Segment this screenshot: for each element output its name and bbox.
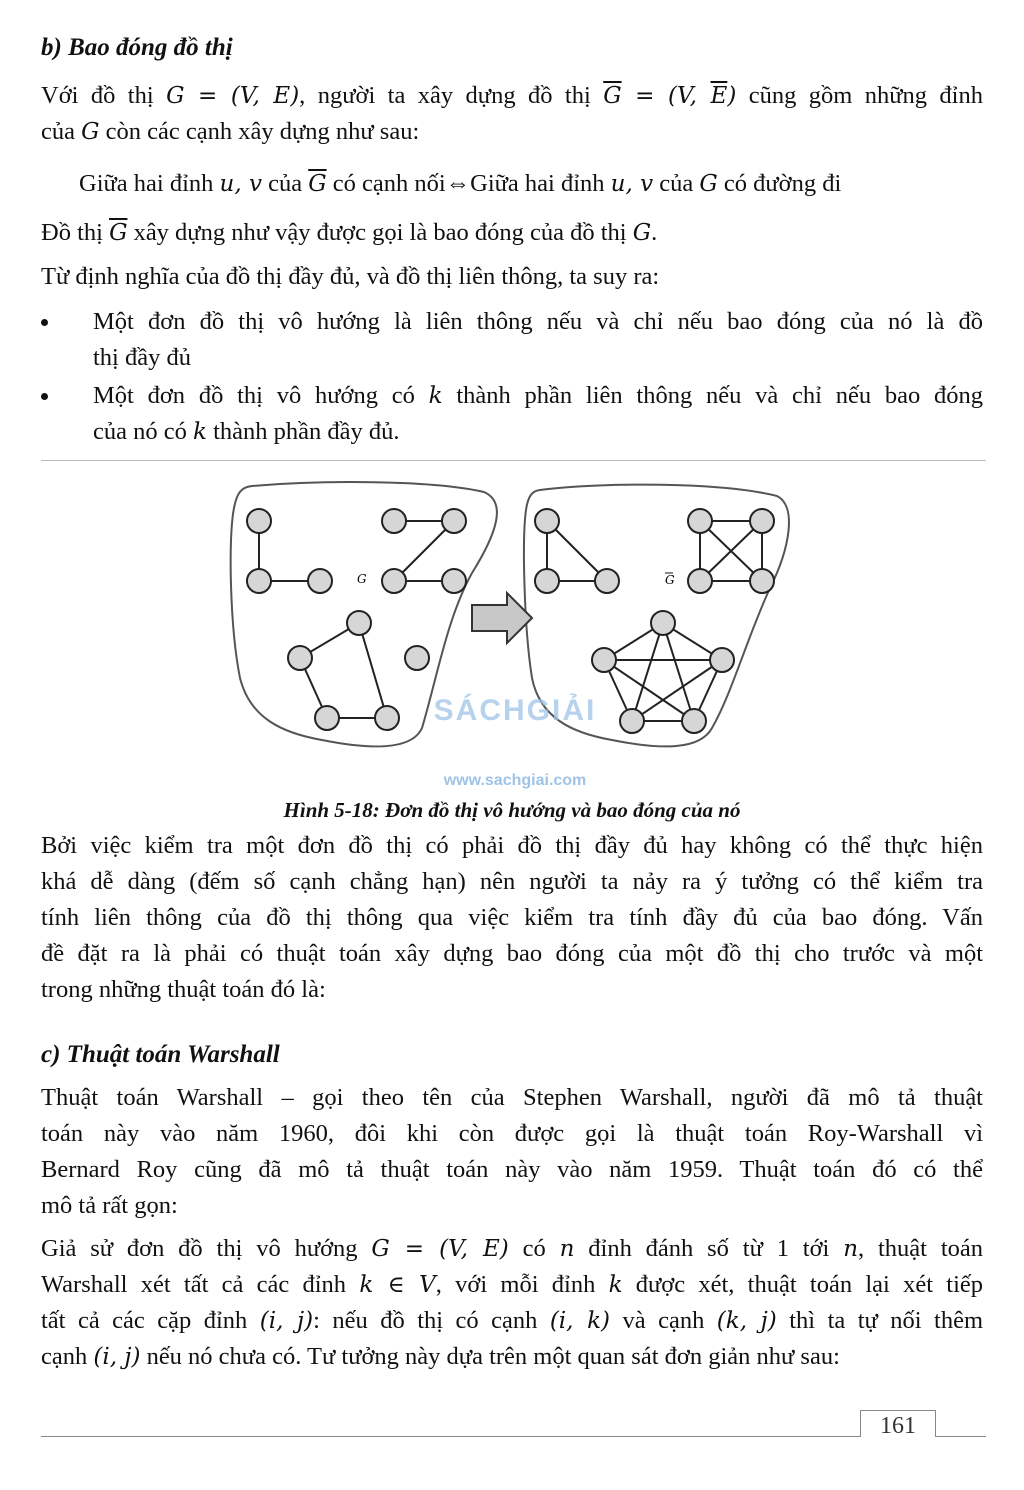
page-number: 161 bbox=[860, 1410, 936, 1437]
paragraph-definition-intro: Với đồ thị G = (V, E), người ta xây dựng đồ thị $\overline{G} = (V$, $\overline{E}$) cũng gồm những đỉnh của G còn các cạnh xây dựng như sau: bbox=[41, 82, 983, 145]
label-g: G bbox=[357, 572, 367, 586]
footer-rule bbox=[41, 1436, 986, 1437]
section-divider bbox=[41, 460, 986, 461]
figure-caption: Hình 5-18: Đơn đồ thị vô hướng và bao đóng của nó bbox=[283, 798, 741, 822]
closure-rule: Giữa hai đỉnh u, v của $\overline{G}$ có cạnh nối⇔Giữa hai đỉnh u, v của G có đường đi bbox=[79, 170, 842, 197]
bullet-dot bbox=[41, 319, 48, 326]
bullet-dot bbox=[41, 393, 48, 400]
section-b-heading: b) Bao đóng đồ thị bbox=[41, 34, 233, 61]
section-c-heading: c) Thuật toán Warshall bbox=[41, 1041, 280, 1068]
inference-line: Từ định nghĩa của đồ thị đầy đủ, và đồ thị liên thông, ta suy ra: bbox=[41, 263, 660, 290]
watermark-url: www.sachgiai.com bbox=[443, 772, 587, 789]
arrow-icon bbox=[472, 593, 532, 643]
watermark-logo: SÁCHGIẢI bbox=[433, 694, 597, 727]
document-page: b) Bao đóng đồ thị Với đồ thị G = (V, E), người ta xây dựng đồ thị $\overline{G} = (V$, $\overline{E}$) cũng gồm những đỉnh của G còn các cạnh xây dựng như sau: Giữa hai đỉnh u, v của $\overline{G}$ có cạnh nối⇔Giữa hai đỉnh u, v của G có đường đi Đồ thị $\overline{G}$ xây dựng như vậy được gọi là bao đóng của đồ thị G. Từ định nghĩa của đồ thị đầy đủ, và đồ thị liên thông, ta suy ra: Một đơn đồ thị vô hướng là liên thông nếu và chỉ nếu bao đóng của nó là đồ thị đầy đủ Một đơn đồ thị vô hướng có k thành phần liên thông nếu và chỉ nếu bao đóng của nó có k thành phần đầy đủ. G G SÁCHGIẢI www.sachgiai.com Hình 5-18: Đơn đồ thị vô hướng và bao đóng của nó Bởi việc kiểm tra một đơn đồ thị có phải đồ thị đầy đủ hay không có thể thực hiện khá dễ dàng (đếm số cạnh chẳng hạn) nên người ta nảy ra ý tưởng có thể kiểm tra tính liên thông của đồ thị thông qua việc kiểm tra tính đầy đủ của bao đóng. Vấn đề đặt ra là phải có thuật toán xây dựng bao đóng của một đồ thị cho trước và một trong những thuật toán đó là: c) Thuật toán Warshall Thuật toán Warshall – gọi theo tên của Stephen Warshall, người đã mô tả thuật toán này vào năm 1960, đôi khi còn được gọi là thuật toán Roy-Warshall vì Bernard Roy cũng đã mô tả thuật toán này vào năm 1959. Thuật toán đó có thể mô tả rất gọn: Giả sử đơn đồ thị vô hướng G = (V, E) có n đỉnh đánh số từ 1 tới n, thuật toán Warshall xét tất cả các đỉnh k ∈ V, với mỗi đỉnh k được xét, thuật toán lại xét tiếp tất cả các cặp đỉnh (i, j): nếu đồ thị có cạnh (i, k) và cạnh (k, j) thì ta tự nối thêm cạnh (i, j) nếu nó chưa có. Tư tưởng này dựa trên một quan sát đơn giản như sau: 161 bbox=[0, 0, 1024, 1490]
closure-definition: Đồ thị $\overline{G}$ xây dựng như vậy được gọi là bao đóng của đồ thị G. bbox=[41, 219, 658, 246]
paragraph-motivation: Bởi việc kiểm tra một đơn đồ thị có phải đồ thị đầy đủ hay không có thể thực hiện khá dễ dàng (đếm số cạnh chẳng hạn) nên người ta nảy ra ý tưởng có thể kiểm tra tính liên thông của đồ thị thông qua việc kiểm tra tính đầy đủ của bao đóng. Vấn đề đặt ra là phải có thuật toán xây dựng bao đóng của một đồ thị cho trước và một trong những thuật toán đó là: bbox=[41, 832, 983, 1003]
paragraph-warshall-history: Thuật toán Warshall – gọi theo tên của Stephen Warshall, người đã mô tả thuật toán này vào năm 1960, đôi khi còn được gọi là thuật toán Roy-Warshall vì Bernard Roy cũng đã mô tả thuật toán này vào năm 1959. Thuật toán đó có thể mô tả rất gọn: bbox=[41, 1084, 983, 1219]
paragraph-warshall-algorithm: Giả sử đơn đồ thị vô hướng G = (V, E) có n đỉnh đánh số từ 1 tới n, thuật toán Warshall xét tất cả các đỉnh k ∈ V, với mỗi đỉnh k được xét, thuật toán lại xét tiếp tất cả các cặp đỉnh (i, j): nếu đồ thị có cạnh (i, k) và cạnh (k, j) thì ta tự nối thêm cạnh (i, j) nếu nó chưa có. Tư tưởng này dựa trên một quan sát đơn giản như sau: bbox=[41, 1235, 984, 1370]
label-gbar: G bbox=[665, 573, 675, 587]
